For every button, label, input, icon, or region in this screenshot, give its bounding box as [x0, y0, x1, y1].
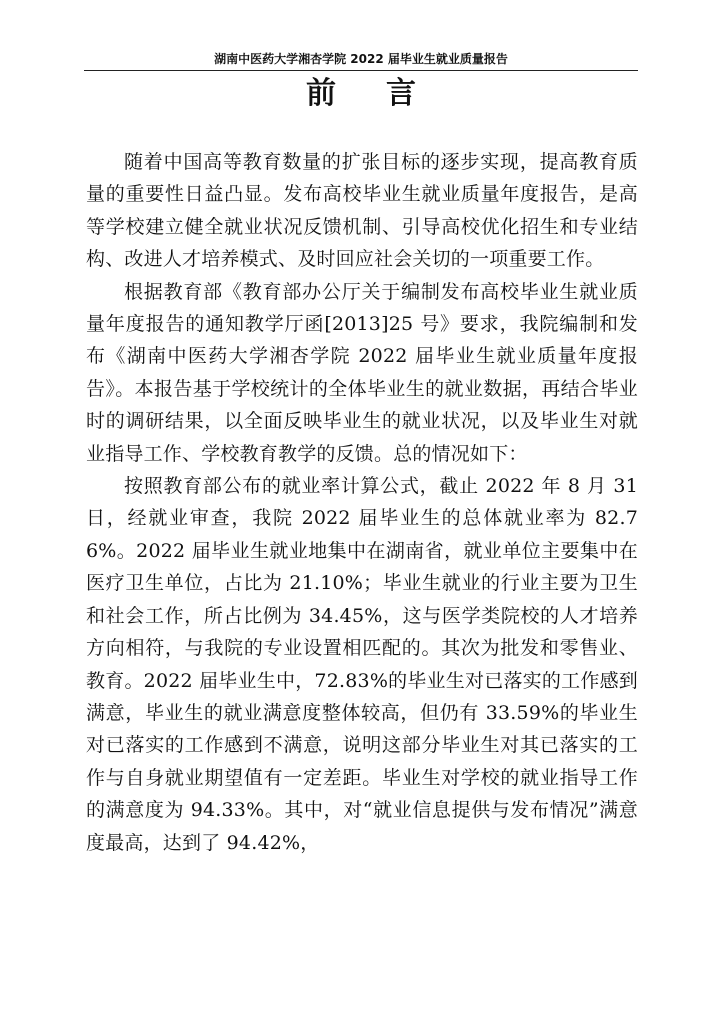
running-header: 湖南中医药大学湘杏学院 2022 届毕业生就业质量报告 [214, 52, 508, 66]
paragraph-basis: 根据教育部《教育部办公厅关于编制发布高校毕业生就业质量年度报告的通知教学厅函[2013]25 号》要求，我院编制和发布《湖南中医药大学湘杏学院 2022 届毕业生就业质量年度报告》。本报告基于学校统计的全体毕业生的就业数据，再结合毕业时的调研结果，以全面反映毕业生的就业状况，以及毕业生对就业指导工作、学校教育教学的反馈。总的情况如下： [86, 280, 638, 465]
paragraph-summary: 按照教育部公布的就业率计算公式，截止 2022 年 8 月 31 日，经就业审查，我院 2022 届毕业生的总体就业率为 82.76%。2022 届毕业生就业地集中在湖南省，就业单位主要集中在医疗卫生单位，占比为 21.10%；毕业生就业的行业主要为卫生和社会工作，所占比例为 34.45%，这与医学类院校的人才培养方向相符，与我院的专业设置相匹配的。其次为批发和零售业、教育。2022 届毕业生中，72.83%的毕业生对已落实的工作感到满意，毕业生的就业满意度整体较高，但仍有 33.59%的毕业生对已落实的工作感到不满意，说明这部分毕业生对其已落实的工作与自身就业期望值有一定差距。毕业生对学校的就业指导工作的满意度为 94.33%。其中，对“就业信息提供与发布情况”满意度最高，达到了 94.42%， [86, 475, 638, 854]
paragraph-intro: 随着中国高等教育数量的扩张目标的逐步实现，提高教育质量的重要性日益凸显。发布高校毕业生就业质量年度报告，是高等学校建立健全就业状况反馈机制、引导高校优化招生和专业结构、改进人才培养模式、及时回应社会关切的一项重要工作。 [86, 151, 638, 271]
page-title: 前言 [306, 76, 466, 111]
header-divider [84, 70, 638, 71]
body-text [86, 146, 638, 859]
